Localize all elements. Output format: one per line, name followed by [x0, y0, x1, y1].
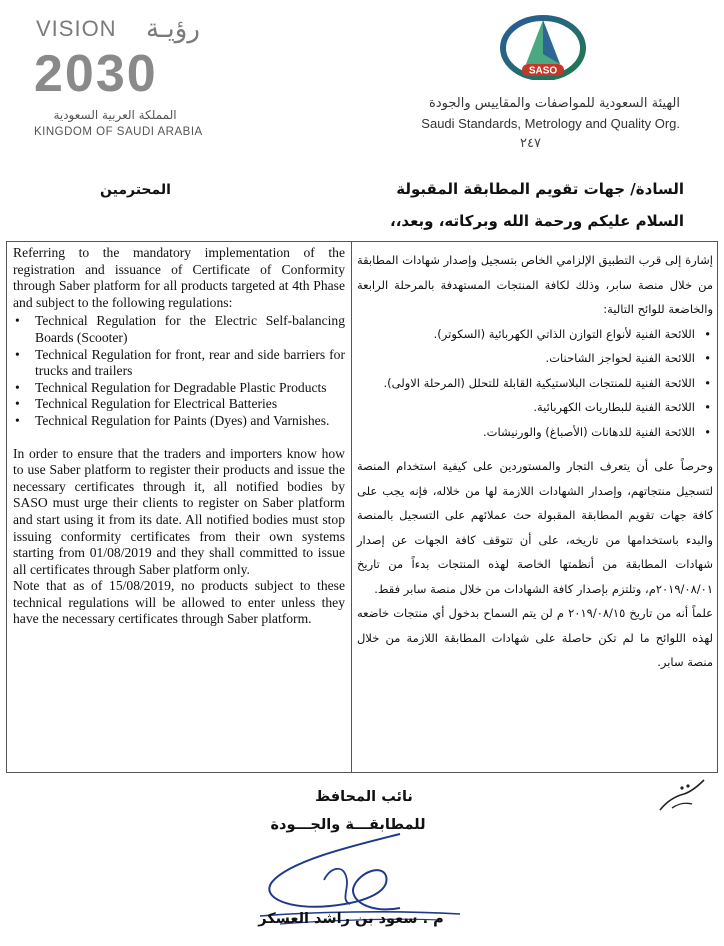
english-intro: Referring to the mandatory implementation of the registration and issuance of Certificate of Conformity through Saber platform for all products targeted at 4th Phase and subject to the following regulations:	[13, 245, 345, 310]
signatory-name: م . سعود بن راشد العسكر	[258, 911, 444, 927]
saso-logo-icon	[498, 14, 588, 80]
kingdom-name-arabic: المملكة العربية السعودية	[53, 108, 177, 122]
signatory-title: نائب المحافظ	[315, 789, 413, 805]
arabic-intro: إشارة إلى قرب التطبيق الإلزامي الخاص بتسجيل وإصدار شهادات المطابقة من خلال منصة سابر، وذلك لكافة المنتجات المستهدفة بالمرحلة الرابعة والخاضعة للوائح التالية:	[357, 253, 713, 316]
arabic-regulations-list	[357, 322, 713, 445]
arabic-paragraph-2: وحرصاً على أن يتعرف التجار والمستوردين على كيفية استخدام المنصة لتسجيل منتجاتهم، وإصدار الشهادات اللازمة لها من خلاله، فإنه يجب على كافة جهات تقويم المطابقة المقبولة حث عملائهم على التسجيل بالمنصة والبدء باستخدامها من تاريخه، على أن تتوقف كافة الجهات عن إصدار شهادات المطابقة من أنظمتها الخاصة لهذه المنتجات بدءاً من تاريخ ٢٠١٩/٠٨/٠١م، وتلتزم بإصدار كافة الشهادات من خلال منصة سابر فقط.	[357, 459, 713, 596]
english-column	[13, 245, 345, 628]
english-paragraph-3: Note that as of 15/08/2019, no products subject to these technical regulations will be allowed to enter unless they have the necessary certificates through Saber platform.	[13, 578, 345, 627]
saso-name-arabic: الهيئة السعودية للمواصفات والمقاييس والجودة	[429, 96, 680, 111]
addressee: السادة/ جهات تقويم المطابقة المقبولة	[396, 180, 684, 198]
list-item: • Technical Regulation for the Electric Self-balancing Boards (Scooter)	[13, 313, 345, 346]
reference-number: ٢٤٧	[520, 136, 541, 151]
list-item: • Technical Regulation for Degradable Plastic Products	[13, 380, 345, 397]
english-paragraph-2: In order to ensure that the traders and importers know how to use Saber platform to register their products and issue the necessary certificates through it, all notified bodies by SASO must urge their clients to register on Saber platform and start using it from its date. All notified bodies must stop issuing conformity certificates from their own systems starting from 01/08/2019 and they shall committed to issue all certificates through Saber platform only.	[13, 445, 345, 577]
saso-name-english: Saudi Standards, Metrology and Quality Org.	[421, 116, 680, 131]
vision-title: VISION	[36, 16, 117, 41]
signatory-department: للمطابقـــة والجـــودة	[270, 817, 426, 833]
arabic-paragraph-3: علماً أنه من تاريخ ٢٠١٩/٠٨/١٥ م لن يتم السماح بدخول أي منتجات خاضعه لهذه اللوائح ما لم تكن حاصلة على شهادات المطابقة اللازمة من خلال منصة سابر.	[357, 606, 713, 669]
kingdom-name-english: KINGDOM OF SAUDI ARABIA	[34, 126, 203, 138]
list-item: • اللائحة الفنية لحواجز الشاحنات.	[357, 346, 713, 371]
initials-mark-icon	[654, 770, 714, 820]
english-regulations-list	[13, 313, 345, 429]
list-item: • اللائحة الفنية للدهانات (الأصباغ) والورنيشات.	[357, 420, 713, 445]
list-item: • اللائحة الفنية لأنواع التوازن الذاتي الكهربائية (السكوتر).	[357, 322, 713, 347]
arabic-column	[357, 248, 713, 675]
list-item: • Technical Regulation for Paints (Dyes) and Varnishes.	[13, 413, 345, 430]
list-item: • اللائحة الفنية للمنتجات البلاستيكية القابلة للتحلل (المرحلة الاولى).	[357, 371, 713, 396]
vision-2030-logo	[34, 14, 214, 138]
bilingual-content-table	[6, 241, 718, 773]
list-item: • Technical Regulation for Electrical Batteries	[13, 396, 345, 413]
vision-year: 2030	[34, 45, 158, 103]
respected-label: المحترمين	[100, 182, 171, 198]
vision-title-arabic: رؤيـة	[146, 14, 200, 44]
saso-logo-text: SASO	[528, 65, 558, 77]
list-item: • اللائحة الفنية للبطاريات الكهربائية.	[357, 395, 713, 420]
column-divider	[351, 242, 352, 772]
greeting: السلام عليكم ورحمة الله وبركاته، وبعد،،	[390, 212, 684, 230]
list-item: • Technical Regulation for front, rear and side barriers for trucks and trailers	[13, 347, 345, 380]
